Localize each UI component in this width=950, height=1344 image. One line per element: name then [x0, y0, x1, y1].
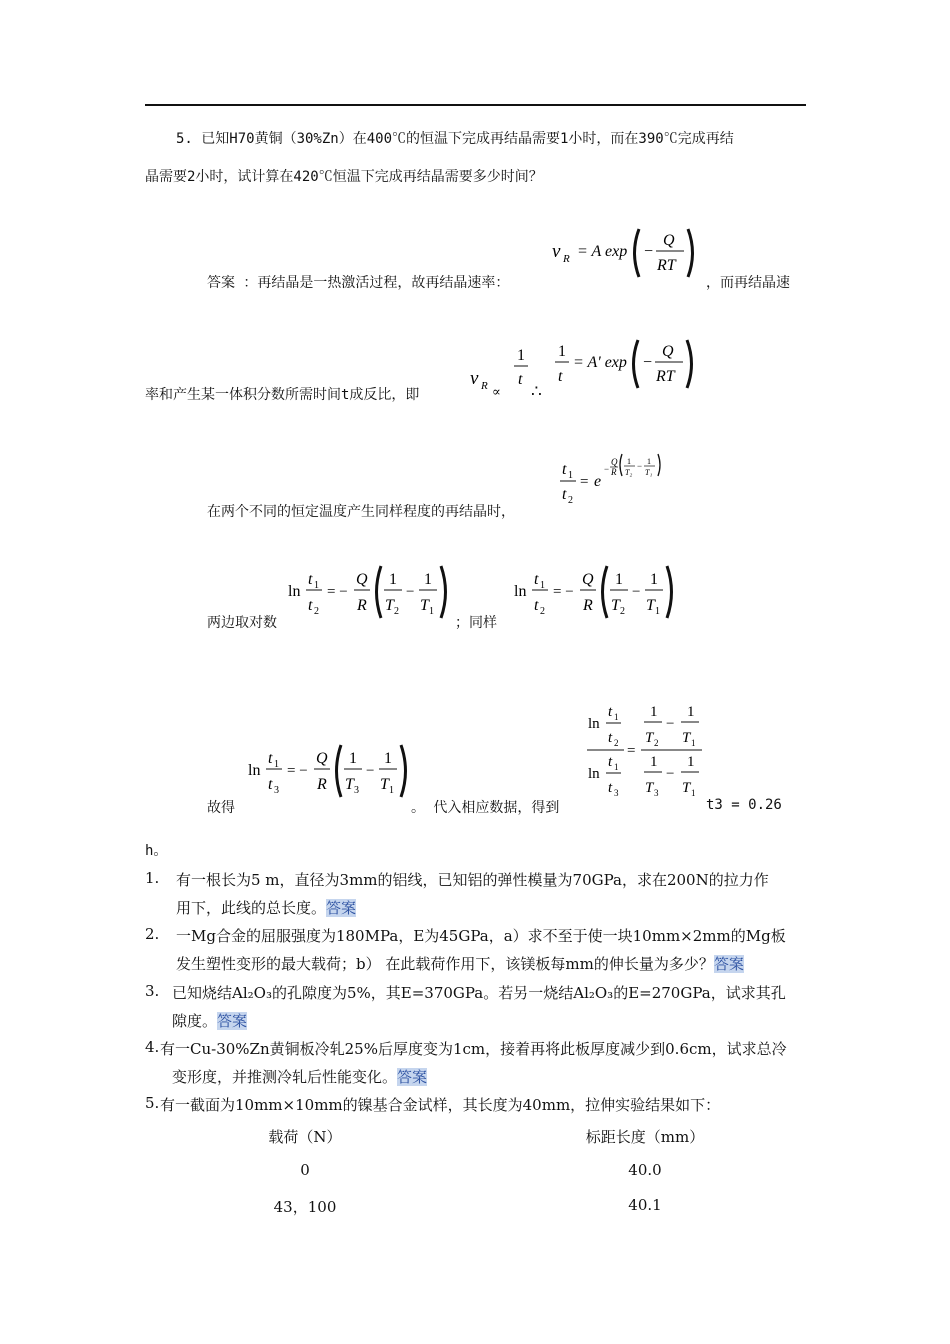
svg-text:ln: ln [514, 583, 527, 600]
question-2-num: 2. [145, 925, 160, 943]
svg-text:3: 3 [614, 788, 619, 798]
svg-text:1: 1 [349, 750, 357, 767]
svg-text:−: − [637, 461, 643, 471]
answer-p1-right: ，而再结晶速 [706, 275, 790, 291]
svg-text:−: − [632, 584, 641, 600]
answer-p1-left: 答案 ：再结晶是一热激活过程，故再结晶速率： [207, 275, 510, 291]
svg-text:Q: Q [316, 750, 328, 767]
therefore-symbol: ∴ [531, 382, 542, 402]
svg-text:ln: ln [288, 583, 301, 600]
svg-text:=: = [627, 743, 636, 759]
svg-text:1: 1 [650, 704, 658, 720]
svg-text:RT: RT [656, 368, 675, 385]
question-2-line2: 发生塑性变形的最大载荷；b） 在此载荷作用下，该镁板每mm的伸长量为多少？答案 [176, 955, 744, 973]
svg-text:3: 3 [274, 785, 279, 796]
question-3-num: 3. [145, 982, 160, 1000]
svg-text:e: e [594, 473, 602, 490]
svg-text:1: 1 [424, 571, 432, 588]
table-header-gauge-length: 标距长度（mm） [585, 1128, 705, 1146]
svg-text:R: R [611, 467, 617, 477]
svg-text:−: − [643, 354, 653, 371]
svg-text:R: R [583, 597, 593, 614]
svg-text:1: 1 [568, 470, 573, 481]
question-1-line1: 有一根长为5 m，直径为3mm的铝线，已知铝的弹性模量为70GPa，求在200N的拉力作 [176, 871, 769, 889]
svg-text:1: 1 [691, 738, 696, 748]
svg-text:1: 1 [558, 343, 566, 360]
svg-text:T: T [645, 730, 654, 746]
formula-rate-inverse [553, 336, 698, 400]
svg-text:Q: Q [356, 571, 368, 588]
svg-text:t: t [308, 597, 313, 614]
formula-ln-third [246, 741, 416, 807]
question-1-num: 1. [145, 869, 160, 887]
svg-text:1: 1 [389, 785, 394, 796]
svg-text:t: t [608, 730, 613, 746]
svg-text:1: 1 [614, 762, 619, 772]
svg-text:t: t [308, 571, 313, 588]
svg-text:T: T [645, 780, 654, 796]
problem-5-line1: 5. 已知H70黄铜（30%Zn）在400℃的恒温下完成再结晶需要1小时，而在390℃完成再结 [176, 131, 734, 147]
question-2-line1: 一Mg合金的屈服强度为180MPa，E为45GPa，a）求不至于使一块10mm×2mm的Mg板 [176, 927, 786, 945]
formula-rate-v: ν [552, 241, 561, 262]
svg-text:−: − [406, 584, 415, 600]
table-cell: 43，100 [273, 1198, 337, 1216]
svg-text:1: 1 [650, 571, 658, 588]
svg-text:−: − [644, 243, 654, 260]
svg-text:1: 1 [517, 347, 525, 364]
svg-text:2: 2 [654, 738, 659, 748]
question-5-num: 5. [145, 1094, 160, 1112]
answer-p4-left: 两边取对数 [207, 615, 277, 631]
svg-text:−: − [666, 716, 675, 732]
svg-text:1: 1 [384, 750, 392, 767]
svg-text:−: − [666, 766, 675, 782]
svg-text:t: t [562, 486, 567, 503]
svg-text:t: t [562, 461, 567, 478]
svg-text:T: T [646, 597, 655, 614]
svg-text:∝: ∝ [492, 384, 501, 399]
svg-text:T: T [611, 597, 620, 614]
svg-text:−: − [604, 464, 610, 474]
svg-text:T: T [682, 730, 691, 746]
answer-p5-left: 故得 [207, 800, 235, 816]
svg-text:ν: ν [470, 368, 479, 389]
table-cell: 40.0 [628, 1161, 662, 1179]
svg-text:T₂: T₂ [625, 468, 633, 477]
svg-text:1: 1 [655, 606, 660, 617]
formula-ln-second [512, 562, 682, 628]
svg-text:R: R [481, 380, 488, 392]
svg-text:ln: ln [588, 766, 600, 782]
question-4-line2: 变形度，并推测冷轧后性能变化。答案 [172, 1068, 428, 1086]
svg-text:t: t [608, 754, 613, 770]
svg-text:= A' exp: = A' exp [573, 354, 627, 371]
svg-text:t: t [268, 750, 273, 767]
svg-text:3: 3 [354, 785, 359, 796]
formula-rate [550, 225, 700, 287]
svg-text:1: 1 [627, 457, 631, 466]
svg-text:1: 1 [274, 759, 279, 770]
svg-text:Q: Q [611, 457, 618, 467]
svg-text:3: 3 [654, 788, 659, 798]
svg-text:t: t [608, 704, 613, 720]
formula-time-ratio [558, 448, 678, 516]
svg-text:= −: = − [327, 584, 348, 600]
answer-link-4[interactable]: 答案 [397, 1068, 428, 1086]
svg-text:t: t [534, 597, 539, 614]
svg-text:= A exp: = A exp [577, 243, 628, 260]
svg-text:1: 1 [429, 606, 434, 617]
svg-text:T: T [420, 597, 429, 614]
svg-text:= −: = − [553, 584, 574, 600]
svg-text:t: t [608, 780, 613, 796]
svg-text:1: 1 [540, 580, 545, 591]
svg-text:Q: Q [582, 571, 594, 588]
svg-text:1: 1 [389, 571, 397, 588]
formula-ln-first [286, 562, 456, 628]
svg-text:1: 1 [687, 754, 695, 770]
svg-text:T: T [385, 597, 394, 614]
question-5-line1: 有一截面为10mm×10mm的镍基合金试样，其长度为40mm，拉伸实验结果如下： [160, 1096, 721, 1114]
svg-text:1: 1 [687, 704, 695, 720]
answer-result: t3 = 0.26 [706, 797, 782, 813]
question-4-num: 4. [145, 1038, 160, 1056]
answer-link-2[interactable]: 答案 [713, 955, 744, 973]
answer-tail: h。 [145, 843, 168, 859]
svg-text:Q: Q [662, 343, 674, 360]
svg-text:1: 1 [647, 457, 651, 466]
svg-text:R: R [563, 253, 570, 265]
svg-text:T: T [345, 776, 354, 793]
svg-text:t: t [534, 571, 539, 588]
svg-text:1: 1 [650, 754, 658, 770]
svg-text:= −: = − [287, 763, 308, 779]
svg-text:T: T [380, 776, 389, 793]
answer-p2-left: 率和产生某一体积分数所需时间t成反比，即 [145, 387, 420, 403]
svg-text:2: 2 [540, 606, 545, 617]
svg-text:ln: ln [248, 762, 261, 779]
svg-text:2: 2 [394, 606, 399, 617]
svg-text:T₁: T₁ [645, 468, 653, 477]
svg-text:R: R [317, 776, 327, 793]
svg-text:1: 1 [314, 580, 319, 591]
answer-p4-mid: ；同样 [455, 615, 497, 631]
svg-text:t: t [518, 371, 523, 388]
svg-text:ln: ln [588, 716, 600, 732]
svg-text:T: T [682, 780, 691, 796]
problem-5-line2: 晶需要2小时，试计算在420℃恒温下完成再结晶需要多少时间？ [145, 169, 543, 185]
question-4-line1: 有一Cu-30%Zn黄铜板冷轧25%后厚度变为1cm，接着再将此板厚度减少到0.6cm，试求总冷 [160, 1040, 787, 1058]
answer-p5-mid: 。 代入相应数据，得到 [411, 800, 560, 816]
svg-text:t: t [268, 776, 273, 793]
table-cell: 40.1 [628, 1196, 662, 1214]
table-cell: 0 [300, 1161, 310, 1179]
svg-text:1: 1 [614, 712, 619, 722]
svg-text:1: 1 [691, 788, 696, 798]
svg-text:2: 2 [568, 495, 573, 506]
svg-text:t: t [558, 368, 563, 385]
svg-text:−: − [366, 763, 375, 779]
svg-text:2: 2 [620, 606, 625, 617]
formula-ln-ratio [584, 700, 709, 808]
answer-p3: 在两个不同的恒定温度产生同样程度的再结晶时， [207, 504, 515, 520]
svg-text:1: 1 [615, 571, 623, 588]
question-3-line2: 隙度。答案 [172, 1012, 248, 1030]
table-header-load: 载荷（N） [268, 1128, 342, 1146]
question-3-line1: 已知烧结Al₂O₃的孔隙度为5%，其E=370GPa。若另一烧结Al₂O₃的E=270GPa，试求其孔 [172, 984, 786, 1002]
answer-link-3[interactable]: 答案 [217, 1012, 248, 1030]
svg-text:RT: RT [657, 257, 676, 274]
svg-text:2: 2 [614, 738, 619, 748]
svg-text:R: R [357, 597, 367, 614]
svg-text:Q: Q [663, 232, 675, 249]
question-1-line2: 用下，此线的总长度。答案 [176, 899, 357, 917]
svg-text:=: = [580, 474, 589, 490]
top-rule [145, 104, 806, 106]
answer-link-1[interactable]: 答案 [326, 899, 357, 917]
svg-text:2: 2 [314, 606, 319, 617]
